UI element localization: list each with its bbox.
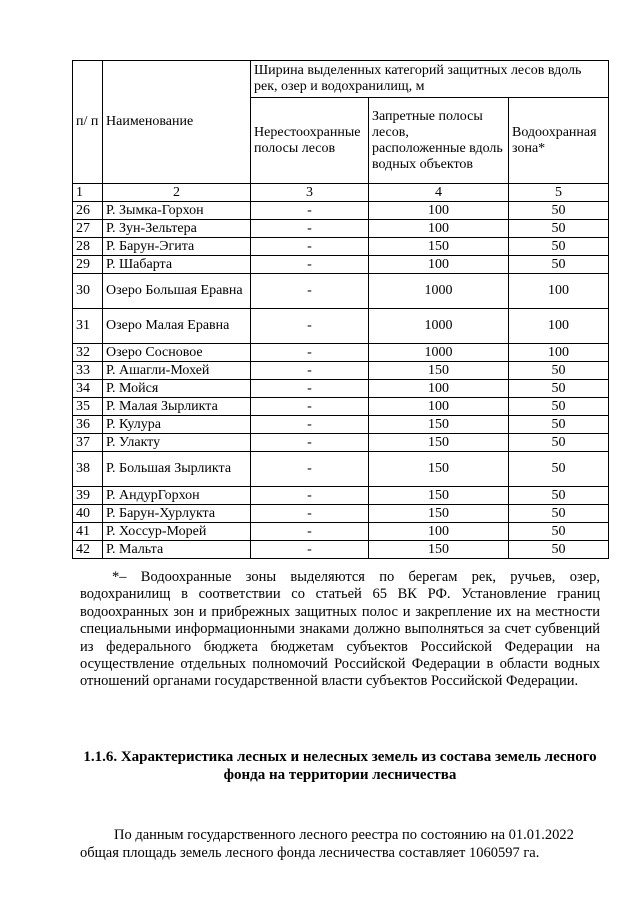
table-row [73,398,609,416]
row-number: 27 [73,220,103,238]
row-name: Р. Зун-Зельтера [103,220,251,238]
row-water-zone-width: 50 [509,202,609,220]
header-name: Наименование [103,61,251,184]
table-row [73,309,609,344]
row-number: 28 [73,238,103,256]
row-spawning-width: - [251,398,369,416]
row-restricted-width: 1000 [369,309,509,344]
row-name: Озеро Малая Еравна [103,309,251,344]
row-number: 32 [73,344,103,362]
row-name: Р. Хоссур-Морей [103,523,251,541]
row-spawning-width: - [251,487,369,505]
row-number: 35 [73,398,103,416]
row-restricted-width: 150 [369,487,509,505]
table-row [73,202,609,220]
row-water-zone-width: 50 [509,541,609,559]
row-water-zone-width: 100 [509,274,609,309]
row-number: 39 [73,487,103,505]
row-restricted-width: 100 [369,380,509,398]
row-restricted-width: 100 [369,523,509,541]
index-row [73,184,609,202]
table-row [73,416,609,434]
row-restricted-width: 100 [369,220,509,238]
index-cell: 4 [369,184,509,202]
header-col3: Нерестоохранные полосы лесов [251,98,369,184]
row-name: Озеро Большая Еравна [103,274,251,309]
row-name: Р. Мойся [103,380,251,398]
row-water-zone-width: 100 [509,309,609,344]
row-name: Р. Кулура [103,416,251,434]
row-water-zone-width: 50 [509,380,609,398]
row-spawning-width: - [251,380,369,398]
row-number: 26 [73,202,103,220]
row-number: 42 [73,541,103,559]
row-name: Р. Большая Зырликта [103,452,251,487]
row-water-zone-width: 50 [509,452,609,487]
row-water-zone-width: 50 [509,256,609,274]
row-number: 38 [73,452,103,487]
row-spawning-width: - [251,541,369,559]
index-cell: 5 [509,184,609,202]
table-row [73,256,609,274]
row-name: Р. Шабарта [103,256,251,274]
index-cell: 1 [73,184,103,202]
row-number: 40 [73,505,103,523]
header-num: п/ п [73,61,103,184]
row-name: Р. Малая Зырликта [103,398,251,416]
row-name: Р. Барун-Эгита [103,238,251,256]
table-row [73,362,609,380]
row-restricted-width: 150 [369,505,509,523]
row-water-zone-width: 50 [509,487,609,505]
table-row [73,220,609,238]
row-restricted-width: 100 [369,202,509,220]
row-number: 34 [73,380,103,398]
row-water-zone-width: 50 [509,416,609,434]
row-number: 29 [73,256,103,274]
table-row [73,380,609,398]
row-spawning-width: - [251,238,369,256]
row-name: Р. Барун-Хурлукта [103,505,251,523]
table-row [73,274,609,309]
row-restricted-width: 150 [369,452,509,487]
row-spawning-width: - [251,523,369,541]
row-water-zone-width: 50 [509,434,609,452]
row-water-zone-width: 100 [509,344,609,362]
table-row [73,344,609,362]
row-restricted-width: 150 [369,416,509,434]
row-number: 37 [73,434,103,452]
row-name: Р. Улакту [103,434,251,452]
footnote: *– Водоохранные зоны выделяются по берегам рек, ручьев, озер, водохранилищ в соответствии со статьей 65 ВК РФ. Установление границ водоохранных зон и прибрежных защитных полос и закрепление их на местности специальными информационными знаками должно выполняться за счет субвенций из федерального бюджета бюджетам субъектов Российской Федерации на осуществление отдельных полномочий Российской Федерации в области водных отношений органами государственной власти субъектов Российской Федерации. [80,569,600,690]
row-restricted-width: 150 [369,541,509,559]
row-number: 41 [73,523,103,541]
row-name: Р. АндурГорхон [103,487,251,505]
row-spawning-width: - [251,362,369,380]
row-name: Р. Ашагли-Мохей [103,362,251,380]
row-spawning-width: - [251,274,369,309]
row-spawning-width: - [251,344,369,362]
row-number: 36 [73,416,103,434]
row-water-zone-width: 50 [509,238,609,256]
table-row [73,452,609,487]
header-group: Ширина выделенных категорий защитных лесов вдоль рек, озер и водохранилищ, м [251,61,609,98]
table-row [73,505,609,523]
row-restricted-width: 150 [369,434,509,452]
section-heading: 1.1.6. Характеристика лесных и нелесных земель из состава земель лесного фонда на территории лесничества [83,749,597,783]
row-spawning-width: - [251,309,369,344]
row-name: Р. Мальта [103,541,251,559]
table-row [73,434,609,452]
row-restricted-width: 1000 [369,344,509,362]
row-name: Озеро Сосновое [103,344,251,362]
row-spawning-width: - [251,416,369,434]
row-restricted-width: 100 [369,398,509,416]
header-col4: Запретные полосы лесов, расположенные вдоль водных объектов [369,98,509,184]
protective-forest-table [72,60,609,559]
row-restricted-width: 150 [369,238,509,256]
row-water-zone-width: 50 [509,398,609,416]
row-spawning-width: - [251,434,369,452]
row-restricted-width: 150 [369,362,509,380]
index-cell: 2 [103,184,251,202]
row-water-zone-width: 50 [509,220,609,238]
index-cell: 3 [251,184,369,202]
row-name: Р. Зымка-Горхон [103,202,251,220]
row-water-zone-width: 50 [509,523,609,541]
row-number: 30 [73,274,103,309]
row-water-zone-width: 50 [509,362,609,380]
row-spawning-width: - [251,452,369,487]
row-spawning-width: - [251,505,369,523]
row-restricted-width: 1000 [369,274,509,309]
row-number: 33 [73,362,103,380]
header-col5: Водоохранная зона* [509,98,609,184]
table-row [73,487,609,505]
paragraph: По данным государственного лесного реестра по состоянию на 01.01.2022 общая площадь земель лесного фонда лесничества составляет 1060597 га. [80,827,574,861]
row-water-zone-width: 50 [509,505,609,523]
table-row [73,541,609,559]
row-number: 31 [73,309,103,344]
row-spawning-width: - [251,256,369,274]
row-spawning-width: - [251,202,369,220]
row-restricted-width: 100 [369,256,509,274]
table-row [73,523,609,541]
table-row [73,238,609,256]
row-spawning-width: - [251,220,369,238]
